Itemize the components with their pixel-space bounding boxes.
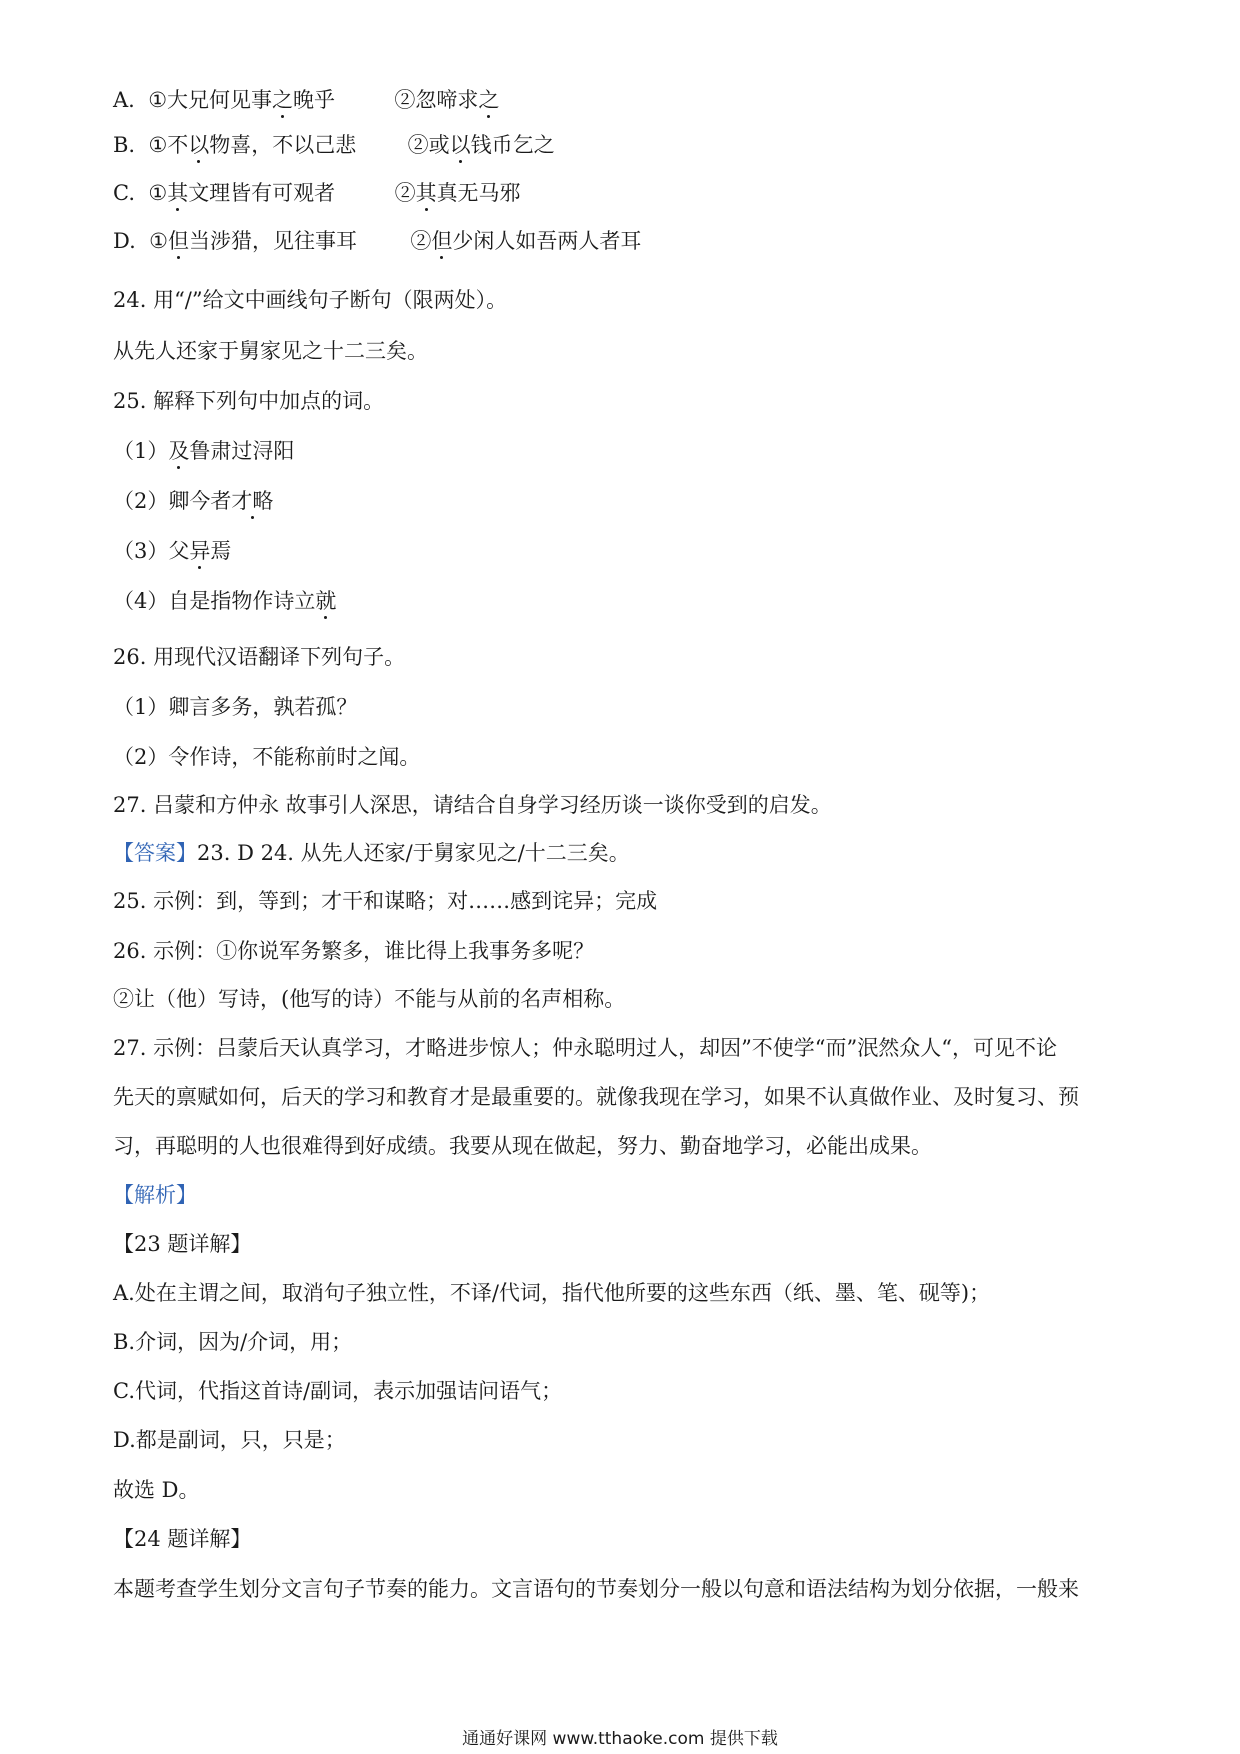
question-25-item-4 [113,587,336,615]
answer-25: 25. 示例：到，等到；才干和谋略；对……感到诧异；完成 [113,889,658,913]
item-suffix: 焉 [210,539,232,563]
analysis-23-choice: 故选 D。 [113,1478,200,1502]
analysis-23-heading: 【23 题详解】 [113,1232,252,1256]
analysis-24-paragraph: 本题考查学生划分文言句子节奏的能力。文言语句的节奏划分一般以句意和语法结构为划分依据，一般来 [113,1577,1079,1601]
question-24-sentence: 从先人还家于舅家见之十二三矣。 [113,339,428,363]
item-prefix: （2）卿今者 [113,489,232,513]
answer-27c: 习，再聪明的人也很难得到好成绩。我要从现在做起，努力、勤奋地学习，必能出成果。 [113,1134,932,1158]
analysis-23-d: D.都是副词，只，只是； [113,1428,346,1452]
answer-26a: 26. 示例：①你说军务繁多，谁比得上我事务多呢？ [113,939,595,963]
option-b [113,131,555,159]
dotted-word: 才略 [231,489,274,513]
option-a-dotted1: 之 [272,88,294,112]
option-a-label: A. [113,88,135,112]
option-b-part2: ②或 [407,133,450,157]
option-b-dotted1: 以 [188,133,210,157]
option-b-part2-after: 钱币乞之 [470,133,555,157]
option-a-dotted2: 之 [478,88,500,112]
option-a-part1-after: 晚乎 [293,88,336,112]
option-b-part1-after: 物喜，不以己悲 [209,133,357,157]
question-26-item-1: （1）卿言多务，孰若孤？ [113,695,358,719]
option-a-part1: ①大兄何见事 [148,88,273,112]
analysis-23-b: B.介词，因为/介词，用； [113,1330,353,1354]
analysis-24-heading: 【24 题详解】 [113,1527,252,1551]
option-c-label: C. [113,181,135,205]
option-c-part1-after: 文理皆有可观者 [188,181,336,205]
option-d-label: D. [113,229,136,253]
answer-line-1 [113,839,630,867]
option-d-part2: ② [410,229,432,253]
question-26-item-2: （2）令作诗，不能称前时之闻。 [113,745,421,769]
analysis-23-c: C.代词，代指这首诗/副词，表示加强诘问语气； [113,1379,563,1403]
answer-tag: 【答案】 [113,841,197,865]
option-c-dotted1: 其 [167,181,189,205]
option-a-part2: ②忽啼求 [394,88,479,112]
question-25-item-2 [113,487,273,515]
option-d-dotted2: 但 [431,229,453,253]
option-c-part2: ② [394,181,416,205]
option-d-dotted1: 但 [167,229,189,253]
option-a [113,86,499,114]
dotted-word: 及 [168,439,190,463]
question-26: 26. 用现代汉语翻译下列句子。 [113,645,406,669]
question-25-item-3 [113,537,231,565]
option-d-part2-after: 少闲人如吾两人者耳 [452,229,642,253]
analysis-23-a: A.处在主谓之间，取消句子独立性，不译/代词，指代他所要的这些东西（纸、墨、笔、砚等)； [113,1281,991,1305]
option-c-dotted2: 其 [415,181,437,205]
dotted-word: 异 [189,539,211,563]
item-prefix: （4）自是指物作诗立 [113,589,316,613]
option-b-part1: ①不 [148,133,189,157]
answer-23-24: 23. D 24. 从先人还家/于舅家见之/十二三矣。 [197,841,630,865]
item-suffix: 鲁肃过浔阳 [189,439,295,463]
option-b-dotted2: 以 [449,133,471,157]
answer-26b: ②让（他）写诗，(他写的诗）不能与从前的名声相称。 [113,987,626,1011]
analysis-tag: 【解析】 [113,1183,197,1207]
question-25: 25. 解释下列句中加点的词。 [113,389,385,413]
question-25-item-1 [113,437,294,465]
answer-27b: 先天的禀赋如何，后天的学习和教育才是最重要的。就像我现在学习，如果不认真做作业、及时复习、预 [113,1085,1079,1109]
option-d-part1-after: 当涉猎，见往事耳 [188,229,357,253]
question-24: 24. 用“/”给文中画线句子断句（限两处）。 [113,288,508,312]
option-d [113,227,641,255]
option-b-label: B. [113,133,136,157]
dotted-word: 就 [315,589,337,613]
option-d-part1: ① [149,229,168,253]
page-footer: 通通好课网 www.tthaoke.com 提供下载 [462,1729,778,1749]
item-prefix: （3）父 [113,539,190,563]
option-c [113,179,521,207]
item-prefix: （1） [113,439,169,463]
option-c-part2-after: 真无马邪 [436,181,521,205]
option-c-part1: ① [148,181,168,205]
question-27: 27. 吕蒙和方仲永 故事引人深思，请结合自身学习经历谈一谈你受到的启发。 [113,793,832,817]
answer-27a: 27. 示例：吕蒙后天认真学习，才略进步惊人；仲永聪明过人，却因”不使学“而”泯然众人“，可见不论 [113,1036,1058,1060]
